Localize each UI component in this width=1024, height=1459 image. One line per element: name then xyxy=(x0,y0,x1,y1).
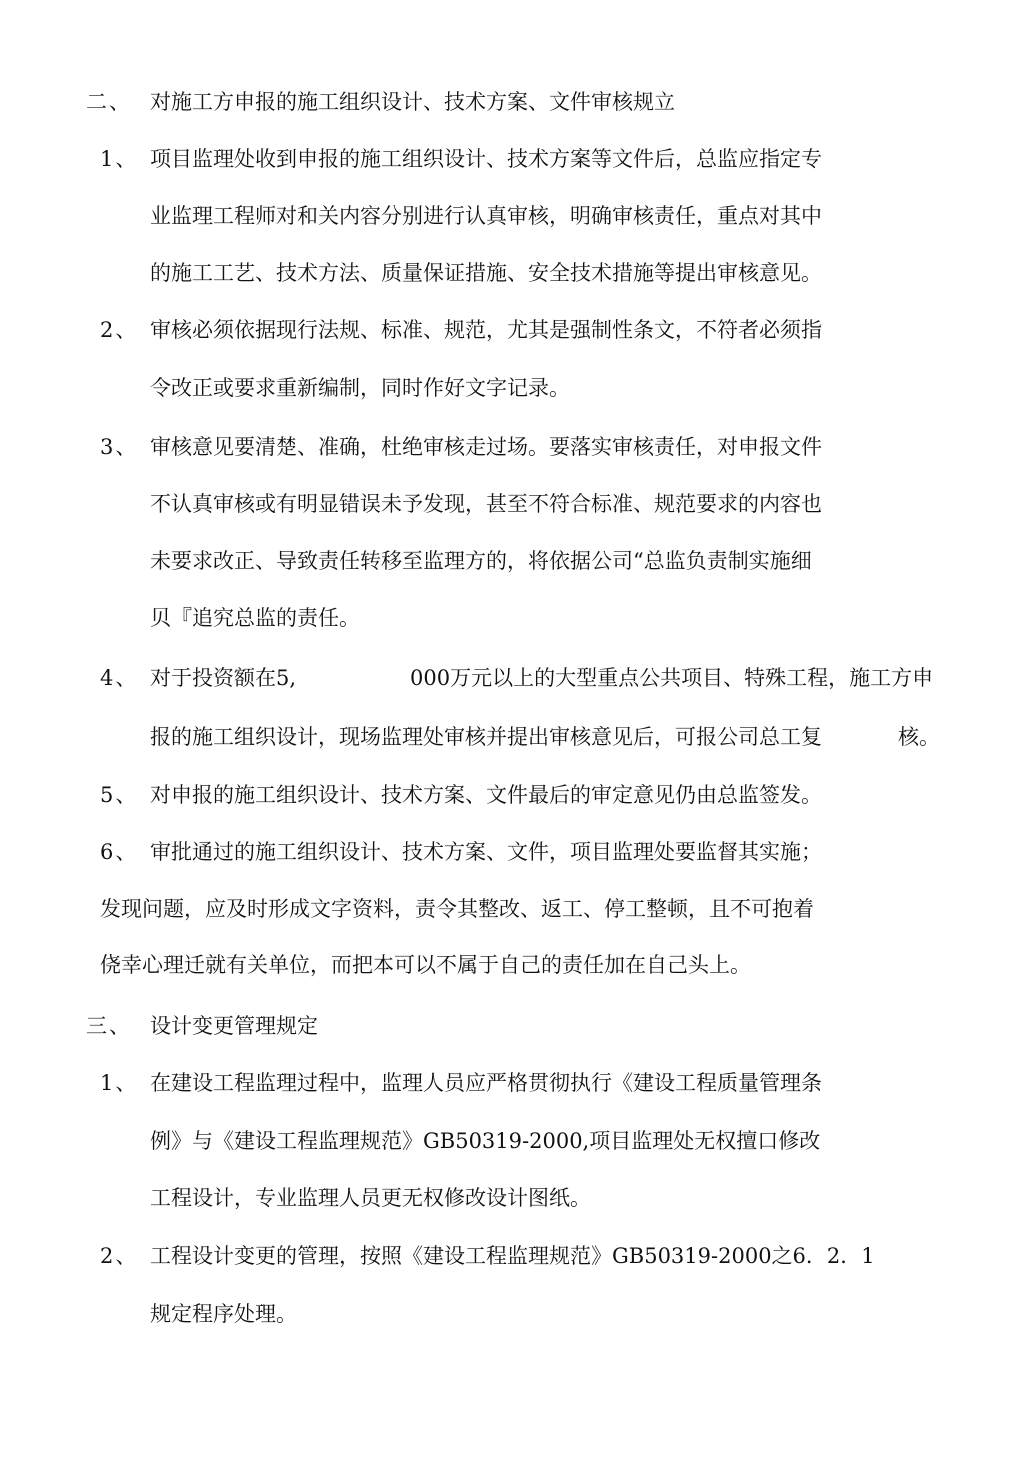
item-number: 1、 xyxy=(100,1071,139,1095)
item-number: 2、 xyxy=(100,318,139,342)
paragraph-line: 工程设计变更的管理，按照《建设工程监理规范》GB50319-2000之6．2．1 xyxy=(150,1244,875,1268)
paragraph-line: 对于投资额在5, xyxy=(150,666,297,690)
paragraph-line: 项目监理处收到申报的施工组织设计、技术方案等文件后，总监应指定专 xyxy=(150,147,822,171)
paragraph-line: 令改正或要求重新编制，同时作好文字记录。 xyxy=(150,376,570,400)
item-number: 5、 xyxy=(100,783,139,807)
paragraph-line: 审核必须依据现行法规、标准、规范，尤其是强制性条文，不符者必须指 xyxy=(150,318,822,342)
item-number: 6、 xyxy=(100,840,139,864)
paragraph-line: 不认真审核或有明显错误未予发现，甚至不符合标准、规范要求的内容也 xyxy=(150,492,822,516)
paragraph-line: 规定程序处理。 xyxy=(150,1302,297,1326)
paragraph-line: 例》与《建设工程监理规范》GB50319-2000,项目监理处无权擅口修改 xyxy=(150,1129,821,1153)
paragraph-line: 工程设计，专业监理人员更无权修改设计图纸。 xyxy=(150,1186,591,1210)
paragraph-line: 业监理工程师对和关内容分别进行认真审核，明确审核责任，重点对其中 xyxy=(150,204,822,228)
paragraph-line: 贝『追究总监的责任。 xyxy=(150,606,360,630)
item-number: 1、 xyxy=(100,147,139,171)
section-title: 设计变更管理规定 xyxy=(150,1014,318,1038)
section-title: 对施工方申报的施工组织设计、技术方案、文件审核规立 xyxy=(150,90,675,114)
paragraph-line: 对申报的施工组织设计、技术方案、文件最后的审定意见仍由总监签发。 xyxy=(150,783,822,807)
paragraph-line: 审批通过的施工组织设计、技术方案、文件，项目监理处要监督其实施； xyxy=(150,840,822,864)
paragraph-line: 核。 xyxy=(898,725,940,749)
section-number: 三、 xyxy=(86,1014,132,1038)
paragraph-line: 审核意见要清楚、准确，杜绝审核走过场。要落实审核责任，对申报文件 xyxy=(150,435,822,459)
item-number: 4、 xyxy=(100,666,139,690)
paragraph-line: 侥幸心理迁就有关单位，而把本可以不属于自己的责任加在自己头上。 xyxy=(100,953,751,977)
paragraph-line: 在建设工程监理过程中，监理人员应严格贯彻执行《建设工程质量管理条 xyxy=(150,1071,822,1095)
paragraph-line: 的施工工艺、技术方法、质量保证措施、安全技术措施等提出审核意见。 xyxy=(150,261,822,285)
paragraph-line: 未要求改正、导致责任转移至监理方的，将依据公司“总监负责制实施细 xyxy=(150,549,812,573)
paragraph-line: 000万元以上的大型重点公共项目、特殊工程，施工方申 xyxy=(410,666,934,690)
paragraph-line: 发现问题，应及时形成文字资料，责令其整改、返工、停工整顿，且不可抱着 xyxy=(100,897,814,921)
section-number: 二、 xyxy=(86,90,132,114)
item-number: 2、 xyxy=(100,1244,139,1268)
paragraph-line: 报的施工组织设计，现场监理处审核并提出审核意见后，可报公司总工复 xyxy=(150,725,822,749)
item-number: 3、 xyxy=(100,435,139,459)
